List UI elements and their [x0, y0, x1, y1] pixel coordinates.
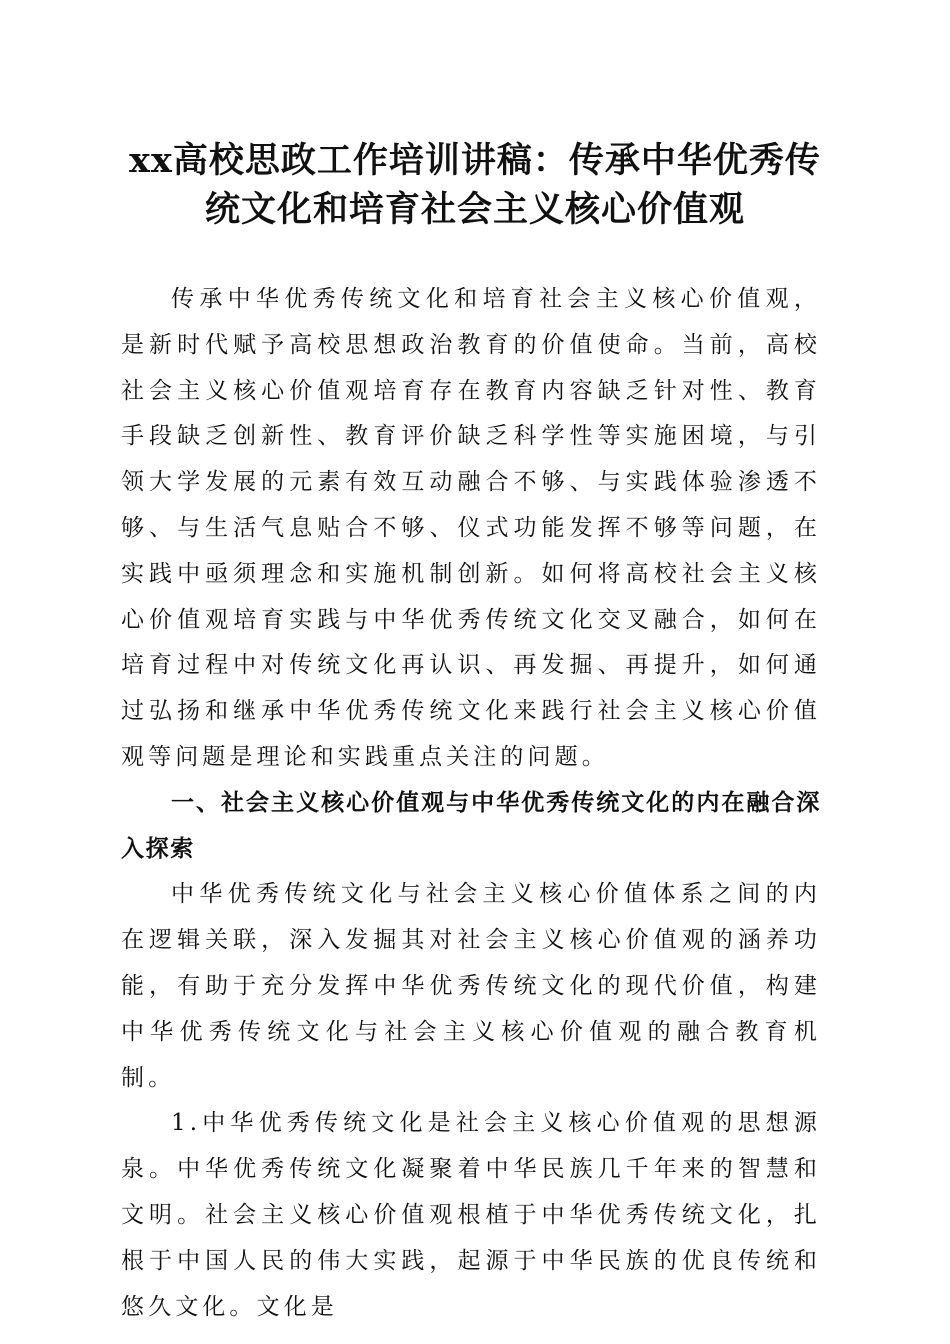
section-1-point-1-paragraph: 1.中华优秀传统文化是社会主义核心价值观的思想源泉。中华优秀传统文化凝聚着中华民族几千年来的智慧和文明。社会主义核心价值观根植于中华优秀传统文化，扎根于中国人民的伟大实践，起源于中华民族的优良传统和悠久文化。文化是 — [121, 1110, 821, 1320]
title-line-2: 统文化和培育社会主义核心价值观 — [204, 189, 745, 230]
intro-paragraph: 传承中华优秀传统文化和培育社会主义核心价值观，是新时代赋予高校思想政治教育的价值使命。当前，高校社会主义核心价值观培育存在教育内容缺乏针对性、教育手段缺乏创新性、教育评价缺乏科学性等实施困境，与引领大学发展的元素有效互动融合不够、与实践体验渗透不够、与生活气息贴合不够、仪式功能发挥不够等问题，在实践中亟须理念和实施机制创新。如何将高校社会主义核心价值观培育实践与中华优秀传统文化交叉融合，如何在培育过程中对传统文化再认识、再发掘、再提升，如何通过弘扬和继承中华优秀传统文化来践行社会主义核心价值观等问题是理论和实践重点关注的问题。 — [121, 286, 821, 770]
title-line-1: xx高校思政工作培训讲稿：传承中华优秀传 — [129, 140, 821, 181]
section-heading-1: 一、社会主义核心价值观与中华优秀传统文化的内在融合深入探索 — [121, 789, 821, 862]
document-body — [121, 277, 821, 1330]
section-1-paragraph: 中华优秀传统文化与社会主义核心价值体系之间的内在逻辑关联，深入发掘其对社会主义核心价值观的涵养功能，有助于充分发挥中华优秀传统文化的现代价值，构建中华优秀传统文化与社会主义核心价值观的融合教育机制。 — [121, 881, 821, 1091]
document-title — [110, 136, 840, 234]
